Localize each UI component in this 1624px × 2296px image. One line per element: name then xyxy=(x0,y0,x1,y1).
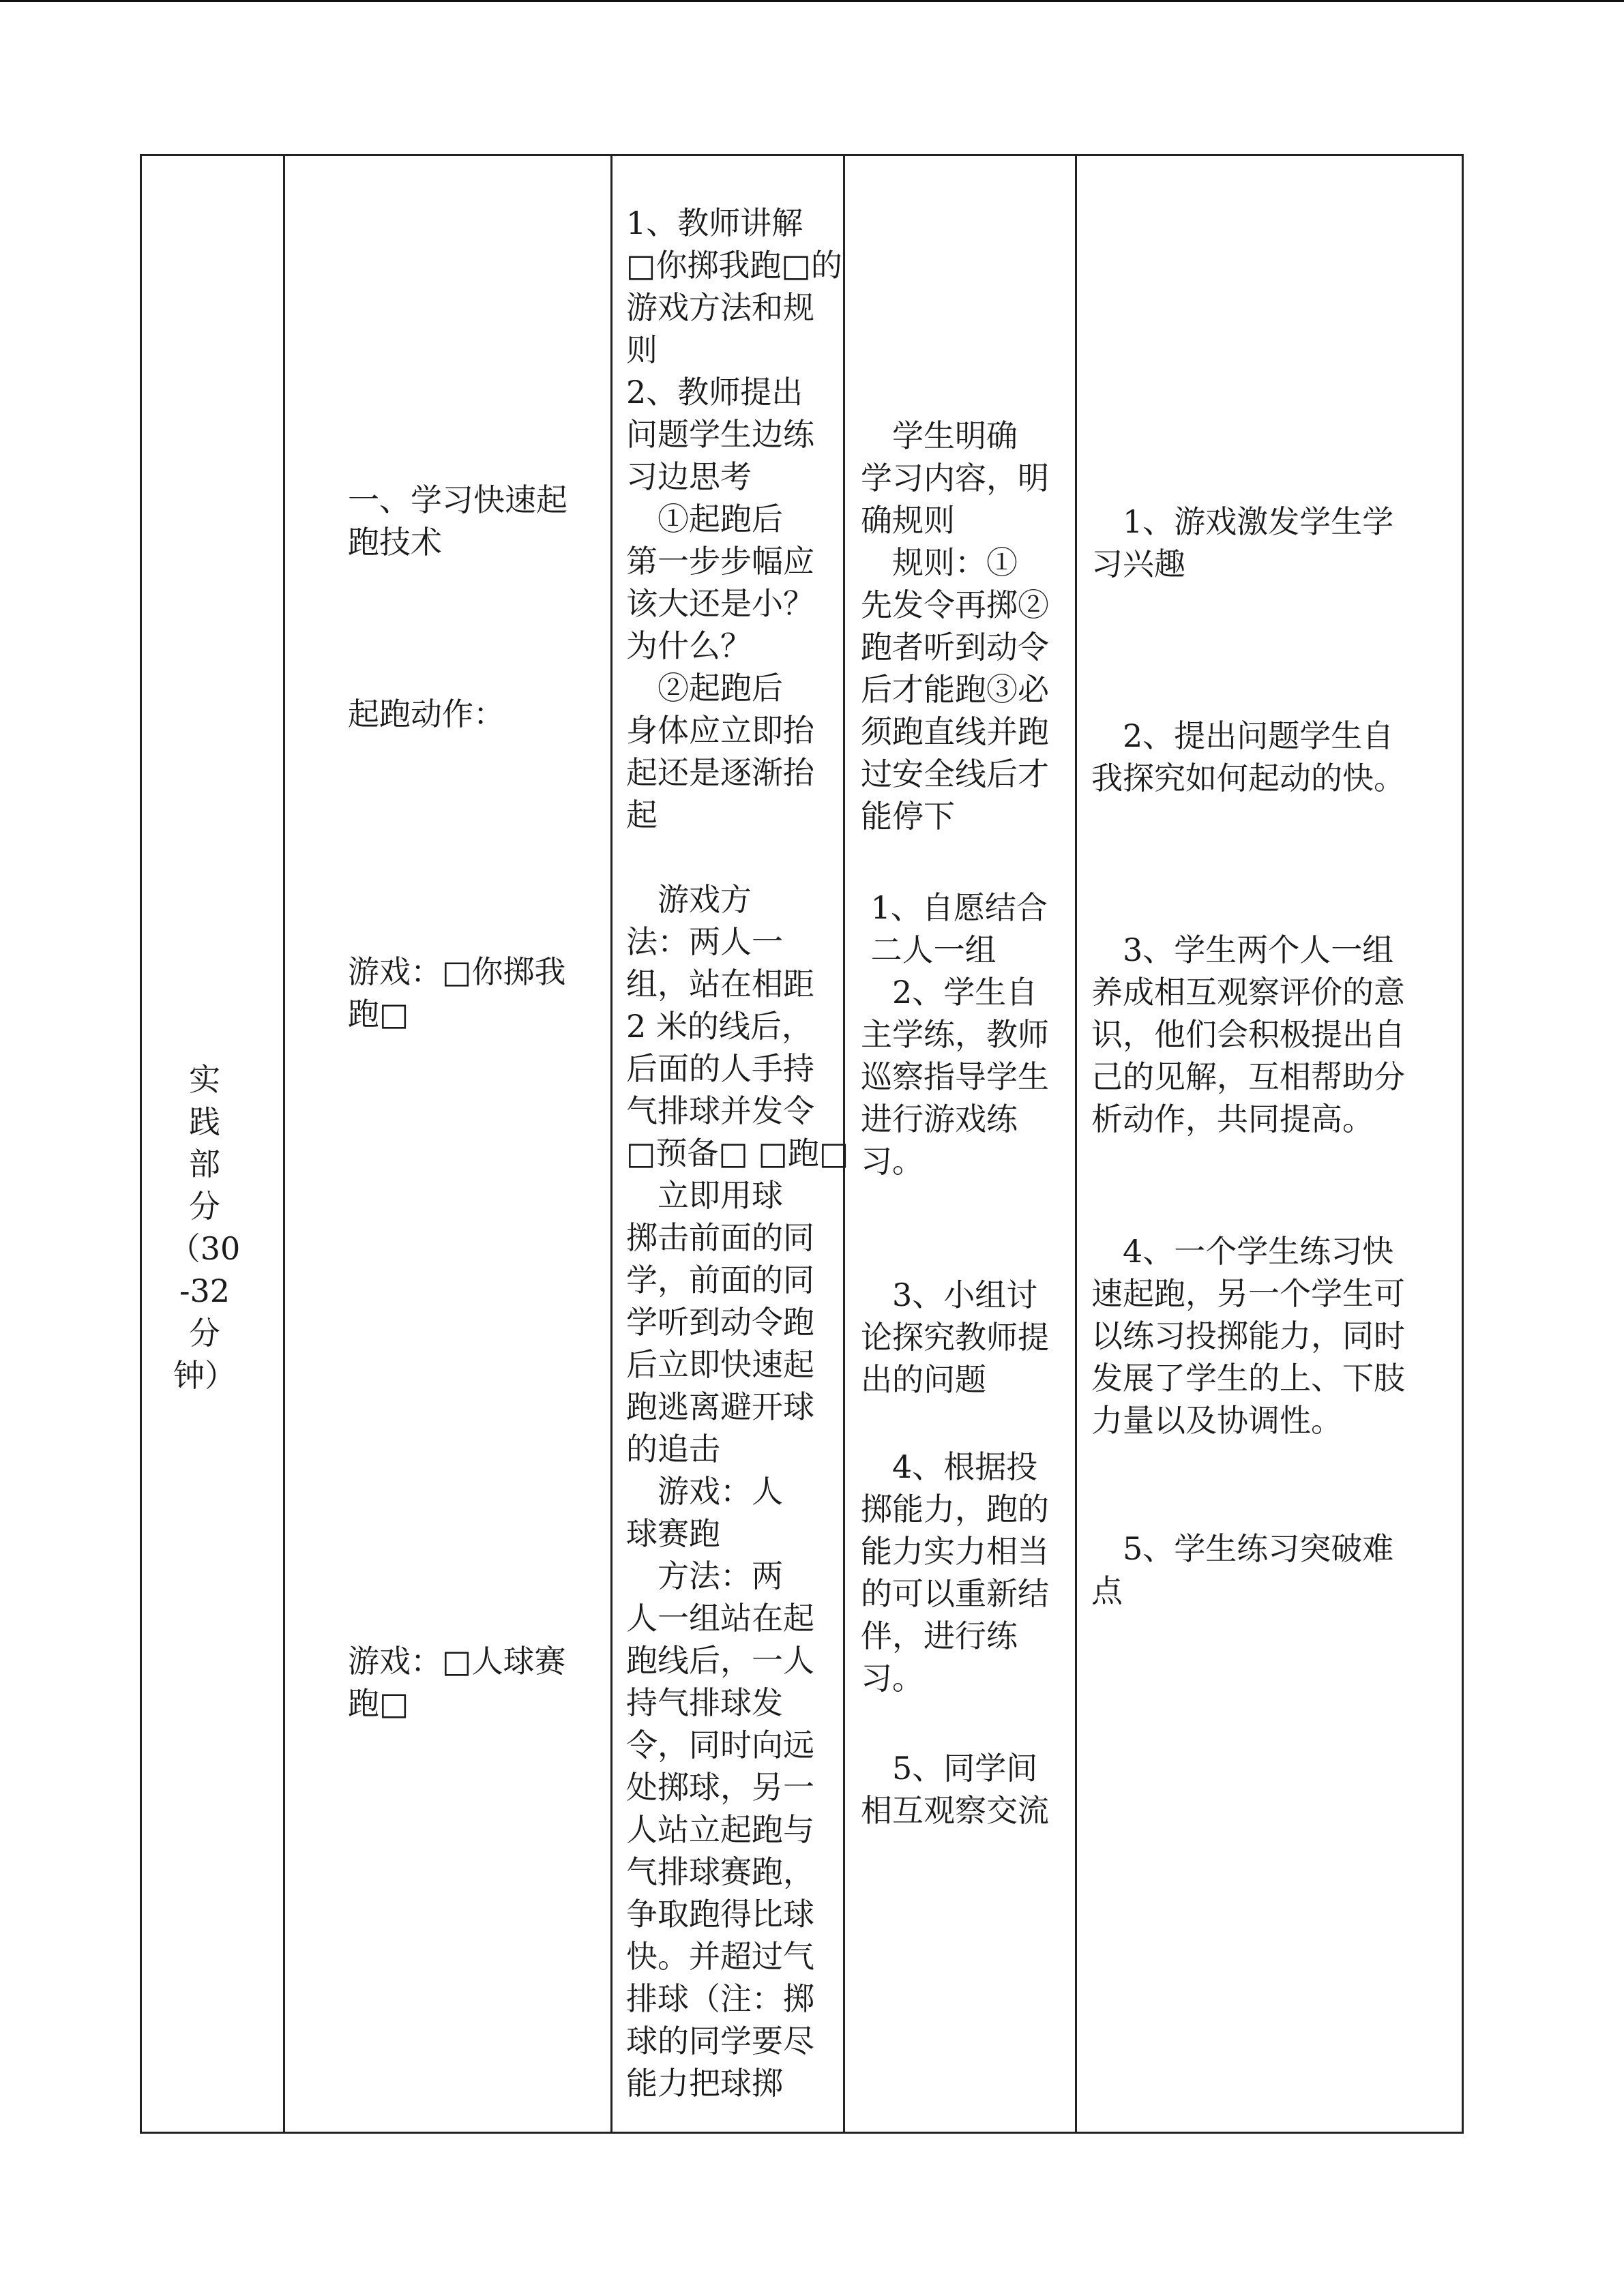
student-line: 1、自愿结合 xyxy=(861,889,1048,926)
teacher-line: 快。并超过气 xyxy=(626,1938,814,1975)
design-line: 2、提出问题学生自 xyxy=(1091,717,1394,754)
content-line: 游戏：□你掷我 xyxy=(348,953,566,990)
design-line: 识，他们会积极提出自 xyxy=(1091,1016,1405,1053)
student-block-1 xyxy=(861,415,1049,837)
teacher-line: ①起跑后 xyxy=(626,501,783,537)
table-top-border xyxy=(140,154,1464,156)
teacher-line: 身体应立即抬 xyxy=(626,712,814,749)
teacher-line: 2、教师提出 xyxy=(626,374,803,411)
student-line: 伴，进行练 xyxy=(861,1617,1018,1654)
teacher-line: 持气排球发 xyxy=(626,1684,783,1721)
student-line: 5、同学间 xyxy=(861,1750,1038,1787)
section-label xyxy=(164,1058,246,1397)
teacher-line: 第一步步幅应 xyxy=(626,543,814,580)
student-line: 先发令再掷② xyxy=(861,586,1049,623)
teacher-line: 习边思考 xyxy=(626,458,752,495)
teacher-line: 学听到动令跑 xyxy=(626,1304,814,1341)
student-line: 学生明确 xyxy=(861,417,1018,454)
content-line: 游戏：□人球赛 xyxy=(348,1643,566,1680)
student-block-5 xyxy=(861,1747,1049,1832)
page-top-border xyxy=(0,0,1624,2)
design-line: 以练习投掷能力，同时 xyxy=(1091,1317,1405,1354)
teacher-line: 能力把球掷 xyxy=(626,2065,783,2102)
section-label-line: （30 xyxy=(168,1230,241,1267)
design-line: 养成相互观察评价的意 xyxy=(1091,974,1405,1011)
design-block-4 xyxy=(1091,1230,1405,1442)
section-label-line: 部 xyxy=(189,1146,220,1182)
teacher-line: 起 xyxy=(626,796,658,833)
teacher-line: 气排球并发令 xyxy=(626,1092,814,1129)
student-line: 4、根据投 xyxy=(861,1448,1038,1485)
teacher-line: 起还是逐渐抬 xyxy=(626,754,814,791)
student-block-3 xyxy=(861,1274,1049,1401)
design-line: 1、游戏激发学生学 xyxy=(1091,503,1394,540)
student-line: 学习内容，明 xyxy=(861,460,1049,496)
teacher-line: 人一组站在起 xyxy=(626,1600,814,1637)
design-line: 3、学生两个人一组 xyxy=(1091,931,1394,968)
teacher-line: 游戏：人 xyxy=(626,1473,783,1510)
section-label-line: 分 xyxy=(189,1188,220,1225)
teacher-line: 掷击前面的同 xyxy=(626,1219,814,1256)
teacher-line: 跑逃离避开球 xyxy=(626,1388,814,1425)
student-line: 2、学生自 xyxy=(861,974,1038,1011)
student-line: 能力实力相当 xyxy=(861,1533,1049,1570)
student-line: 进行游戏练 xyxy=(861,1101,1018,1137)
student-line: 过安全线后才 xyxy=(861,756,1049,792)
content-block-game-race-ball xyxy=(348,1640,565,1725)
teacher-line: 组，站在相距 xyxy=(626,966,814,1002)
content-line: 跑技术 xyxy=(348,524,442,561)
teacher-activities xyxy=(626,202,848,2104)
student-line: 跑者听到动令 xyxy=(861,629,1049,666)
teacher-line: 2 米的线后， xyxy=(626,1008,813,1045)
teacher-line: 的追击 xyxy=(626,1431,720,1467)
teacher-line: 法：两人一 xyxy=(626,923,783,960)
teacher-line: 排球（注：掷 xyxy=(626,1980,814,2017)
student-line: 确规则 xyxy=(861,502,955,539)
student-line: 规则：① xyxy=(861,544,1018,581)
teacher-line: 游戏方 xyxy=(626,881,752,918)
design-line: 我探究如何起动的快。 xyxy=(1091,760,1405,796)
student-line: 二人一组 xyxy=(861,931,996,968)
student-line: 的可以重新结 xyxy=(861,1575,1049,1612)
teacher-line: □预备□ □跑□ xyxy=(626,1135,849,1172)
student-line: 相互观察交流 xyxy=(861,1792,1049,1829)
student-line: 主学练，教师 xyxy=(861,1016,1049,1053)
design-line: 力量以及协调性。 xyxy=(1091,1402,1342,1439)
teacher-line: 争取跑得比球 xyxy=(626,1896,814,1933)
table-divider-2 xyxy=(610,154,612,2134)
student-line: 习。 xyxy=(861,1660,924,1697)
teacher-line: 1、教师讲解 xyxy=(626,205,803,241)
content-block-game-throw-run xyxy=(348,951,565,1035)
teacher-line: 方法：两 xyxy=(626,1557,783,1594)
teacher-line: 游戏方法和规 xyxy=(626,289,814,326)
student-line: 3、小组讨 xyxy=(861,1277,1038,1313)
teacher-line: 球的同学要尽 xyxy=(626,2023,814,2059)
design-block-3 xyxy=(1091,929,1405,1140)
content-line: 跑□ xyxy=(348,996,409,1032)
design-line: 习兴趣 xyxy=(1091,546,1185,582)
content-block-start-action xyxy=(348,693,505,735)
section-label-line: 践 xyxy=(189,1103,220,1140)
section-label-line: -32 xyxy=(179,1272,231,1309)
design-block-2 xyxy=(1091,715,1405,799)
teacher-line: 后立即快速起 xyxy=(626,1346,814,1383)
content-block-start-technique xyxy=(348,479,567,563)
student-line: 须跑直线并跑 xyxy=(861,713,1049,750)
teacher-line: 立即用球 xyxy=(626,1177,783,1214)
student-line: 巡察指导学生 xyxy=(861,1058,1049,1095)
design-line: 5、学生练习突破难 xyxy=(1091,1530,1394,1567)
student-line: 后才能跑③必 xyxy=(861,671,1049,708)
content-line: 跑□ xyxy=(348,1685,409,1722)
teacher-line xyxy=(626,836,848,878)
content-line: 一、学习快速起 xyxy=(348,481,567,518)
design-line: 点 xyxy=(1091,1572,1123,1609)
section-label-line: 分 xyxy=(189,1315,220,1352)
design-line: 发展了学生的上、下肢 xyxy=(1091,1360,1405,1397)
student-line: 能停下 xyxy=(861,798,955,835)
teacher-line: 该大还是小？ xyxy=(626,585,814,622)
teacher-line: 问题学生边练 xyxy=(626,416,814,453)
student-line: 出的问题 xyxy=(861,1361,986,1398)
table-bottom-border xyxy=(140,2132,1464,2134)
table-border-right xyxy=(1462,154,1464,2134)
teacher-line: 学，前面的同 xyxy=(626,1262,814,1298)
section-label-line: 实 xyxy=(189,1061,220,1098)
teacher-line: 为什么？ xyxy=(626,627,752,664)
teacher-line: 处掷球，另一 xyxy=(626,1769,814,1806)
teacher-line: 气排球赛跑， xyxy=(626,1853,814,1890)
student-line: 习。 xyxy=(861,1143,924,1180)
design-line: 速起跑，另一个学生可 xyxy=(1091,1275,1405,1312)
design-line: 4、一个学生练习快 xyxy=(1091,1233,1394,1270)
teacher-line: ②起跑后 xyxy=(626,670,783,706)
design-line: 己的见解，互相帮助分 xyxy=(1091,1058,1405,1095)
table-divider-4 xyxy=(1075,154,1077,2134)
student-block-2 xyxy=(861,886,1049,1182)
teacher-line: 则 xyxy=(626,331,658,368)
student-block-4 xyxy=(861,1446,1049,1699)
student-line: 论探究教师提 xyxy=(861,1319,1049,1356)
table-border-left xyxy=(140,154,142,2134)
design-block-1 xyxy=(1091,501,1393,585)
content-line: 起跑动作： xyxy=(348,696,505,732)
teacher-line: □你掷我跑□的 xyxy=(626,247,842,284)
teacher-line: 跑线后，一人 xyxy=(626,1642,814,1679)
section-label-line: 钟） xyxy=(173,1357,236,1394)
teacher-line: 球赛跑 xyxy=(626,1515,720,1552)
teacher-line: 令，同时向远 xyxy=(626,1727,814,1763)
teacher-line: 后面的人手持 xyxy=(626,1050,814,1087)
design-block-5 xyxy=(1091,1527,1393,1612)
design-line: 析动作，共同提高。 xyxy=(1091,1101,1374,1137)
student-line: 掷能力，跑的 xyxy=(861,1491,1049,1527)
table-divider-1 xyxy=(283,154,285,2134)
teacher-line: 人站立起跑与 xyxy=(626,1811,814,1848)
